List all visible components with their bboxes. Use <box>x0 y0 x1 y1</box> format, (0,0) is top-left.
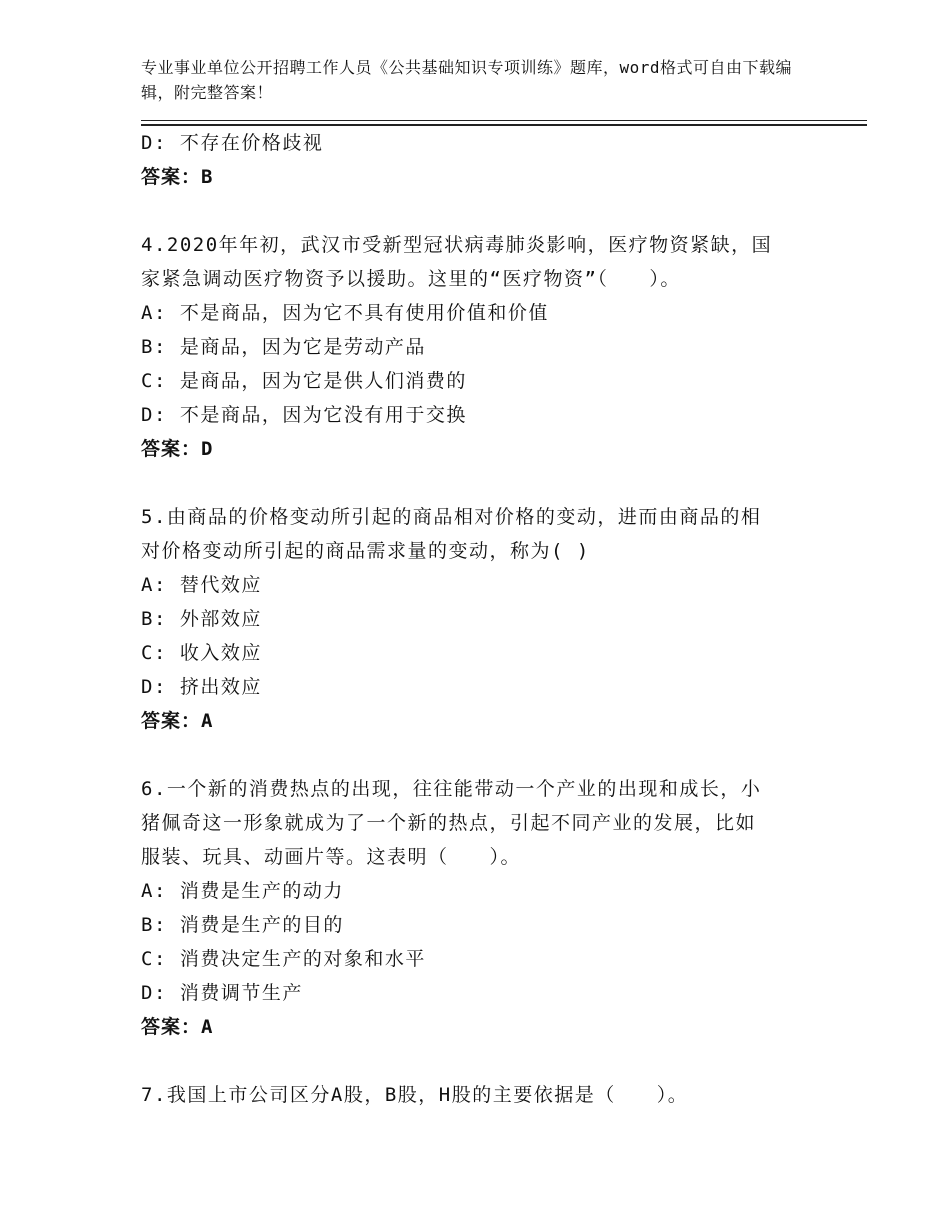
option-c: C: 消费决定生产的对象和水平 <box>141 948 426 970</box>
option-b: B: 外部效应 <box>141 608 262 630</box>
option-a: A: 不是商品，因为它不具有使用价值和价值 <box>141 302 549 324</box>
answer-label: 答案：A <box>141 710 214 732</box>
question-stem-line: 猪佩奇这一形象就成为了一个新的热点，引起不同产业的发展，比如 <box>141 812 757 834</box>
option-b: B: 消费是生产的目的 <box>141 914 344 936</box>
header-divider-thin <box>141 120 867 121</box>
answer-label: 答案：A <box>141 1016 214 1038</box>
question-stem-line: 服装、玩具、动画片等。这表明（ ）。 <box>141 846 522 868</box>
option-d: D: 挤出效应 <box>141 676 262 698</box>
question-6 <box>141 772 811 1044</box>
document-header: 专业事业单位公开招聘工作人员《公共基础知识专项训练》题库，word格式可自由下载编辑，附完整答案！ <box>141 58 793 102</box>
question-stem-line: 家紧急调动医疗物资予以援助。这里的“医疗物资”（ ）。 <box>141 268 681 290</box>
question-4 <box>141 228 811 466</box>
previous-question-tail <box>141 126 811 194</box>
question-list <box>141 126 811 1112</box>
answer-label: 答案：D <box>141 438 214 460</box>
question-7 <box>141 1078 811 1112</box>
question-stem-line: 5.由商品的价格变动所引起的商品相对价格的变动，进而由商品的相 <box>141 506 762 528</box>
question-stem-line: 4.2020年年初，武汉市受新型冠状病毒肺炎影响，医疗物资紧缺，国 <box>141 234 773 256</box>
option-d: D: 不是商品，因为它没有用于交换 <box>141 404 467 426</box>
question-5 <box>141 500 811 738</box>
question-stem-line: 6.一个新的消费热点的出现，往往能带动一个产业的出现和成长，小 <box>141 778 762 800</box>
answer-label: 答案：B <box>141 166 214 188</box>
question-stem-line: 对价格变动所引起的商品需求量的变动，称为( ) <box>141 540 590 562</box>
option-d: D: 不存在价格歧视 <box>141 132 324 154</box>
option-a: A: 替代效应 <box>141 574 262 596</box>
option-d: D: 消费调节生产 <box>141 982 303 1004</box>
option-b: B: 是商品，因为它是劳动产品 <box>141 336 426 358</box>
option-a: A: 消费是生产的动力 <box>141 880 344 902</box>
question-stem-line: 7.我国上市公司区分A股，B股，H股的主要依据是（ ）。 <box>141 1084 689 1106</box>
option-c: C: 收入效应 <box>141 642 262 664</box>
option-c: C: 是商品，因为它是供人们消费的 <box>141 370 467 392</box>
